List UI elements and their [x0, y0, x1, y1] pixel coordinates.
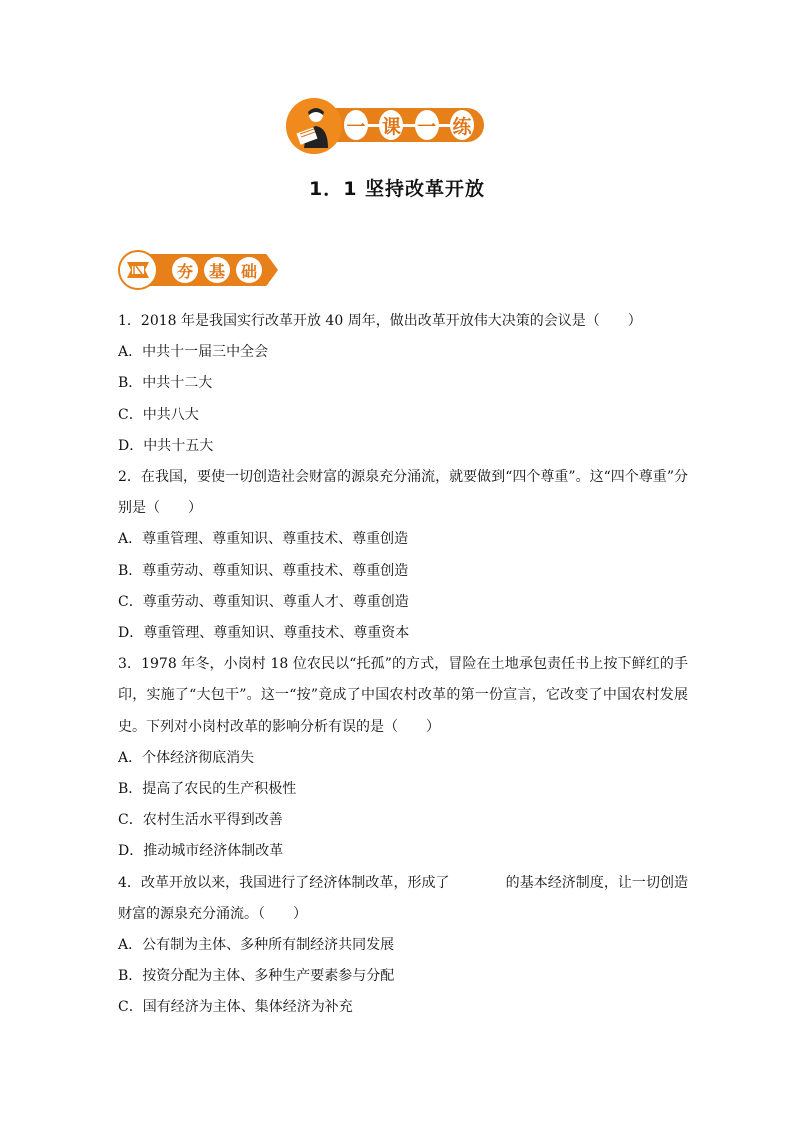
question-stem: 1．2018 年是我国实行改革开放 40 周年，做出改革开放伟大决策的会议是（ ） — [118, 313, 642, 329]
answer-option-b: B．按资分配为主体、多种生产要素参与分配 — [118, 968, 395, 985]
answer-option-c: C．国有经济为主体、集体经济为补充 — [118, 999, 353, 1016]
reading-person-icon — [286, 98, 342, 154]
question-stem: 4．改革开放以来，我国进行了经济体制改革，形成了 的基本经济制度，让一切创造财富的源泉充分涌流。（ ） — [118, 874, 688, 922]
banner-strip — [326, 108, 484, 142]
banner-dash — [439, 124, 450, 127]
section-char-3: 础 — [236, 257, 262, 283]
answer-option-b: B．中共十二大 — [118, 375, 213, 392]
answer-option-c: C．尊重劳动、尊重知识、尊重人才、尊重创造 — [118, 593, 409, 610]
banner-char-4: 练 — [450, 110, 474, 140]
banner-dash — [403, 124, 414, 127]
answer-option-d: D．中共十五大 — [118, 437, 214, 454]
answer-option-d: D．推动城市经济体制改革 — [118, 843, 284, 860]
answer-option-a: A．公有制为主体、多种所有制经济共同发展 — [118, 937, 395, 954]
section-badge — [118, 250, 278, 290]
banner-dash — [368, 124, 379, 127]
banner-char-2: 课 — [379, 110, 403, 140]
question-stem: 3．1978 年冬，小岗村 18 位农民以“托孤”的方式，冒险在土地承包责任书上按下鲜红的手印，实施了“大包干”。这一“按”竟成了中国农村改革的第一份宣言，它改变了中国农村发展史。下列对小岗村改革的影响分析有误的是（ ） — [118, 656, 688, 735]
section-char-1: 夯 — [172, 257, 198, 283]
lesson-banner — [286, 98, 498, 154]
answer-option-c: C．农村生活水平得到改善 — [118, 812, 283, 829]
answer-option-c: C．中共八大 — [118, 406, 199, 423]
section-char-2: 基 — [204, 257, 230, 283]
question-stem: 2．在我国，要使一切创造社会财富的源泉充分涌流，就要做到“四个尊重”。这“四个尊重”分别是（ ） — [118, 469, 688, 517]
question-1 — [118, 306, 688, 462]
answer-option-a: A．个体经济彻底消失 — [118, 749, 255, 766]
question-2 — [118, 462, 688, 649]
answer-option-a: A．尊重管理、尊重知识、尊重技术、尊重创造 — [118, 531, 409, 548]
question-4 — [118, 868, 688, 1024]
banner-char-1: 一 — [344, 110, 368, 140]
question-3 — [118, 649, 688, 867]
question-list — [118, 306, 688, 1024]
section-logo-icon — [118, 250, 158, 290]
answer-option-d: D．尊重管理、尊重知识、尊重技术、尊重资本 — [118, 625, 410, 642]
banner-char-3: 一 — [415, 110, 439, 140]
answer-option-b: B．尊重劳动、尊重知识、尊重技术、尊重创造 — [118, 562, 409, 579]
answer-option-b: B．提高了农民的生产积极性 — [118, 781, 297, 798]
section-title — [172, 254, 262, 286]
answer-option-a: A．中共十一届三中全会 — [118, 344, 269, 361]
page-title: 1．1 坚持改革开放 — [308, 178, 486, 200]
